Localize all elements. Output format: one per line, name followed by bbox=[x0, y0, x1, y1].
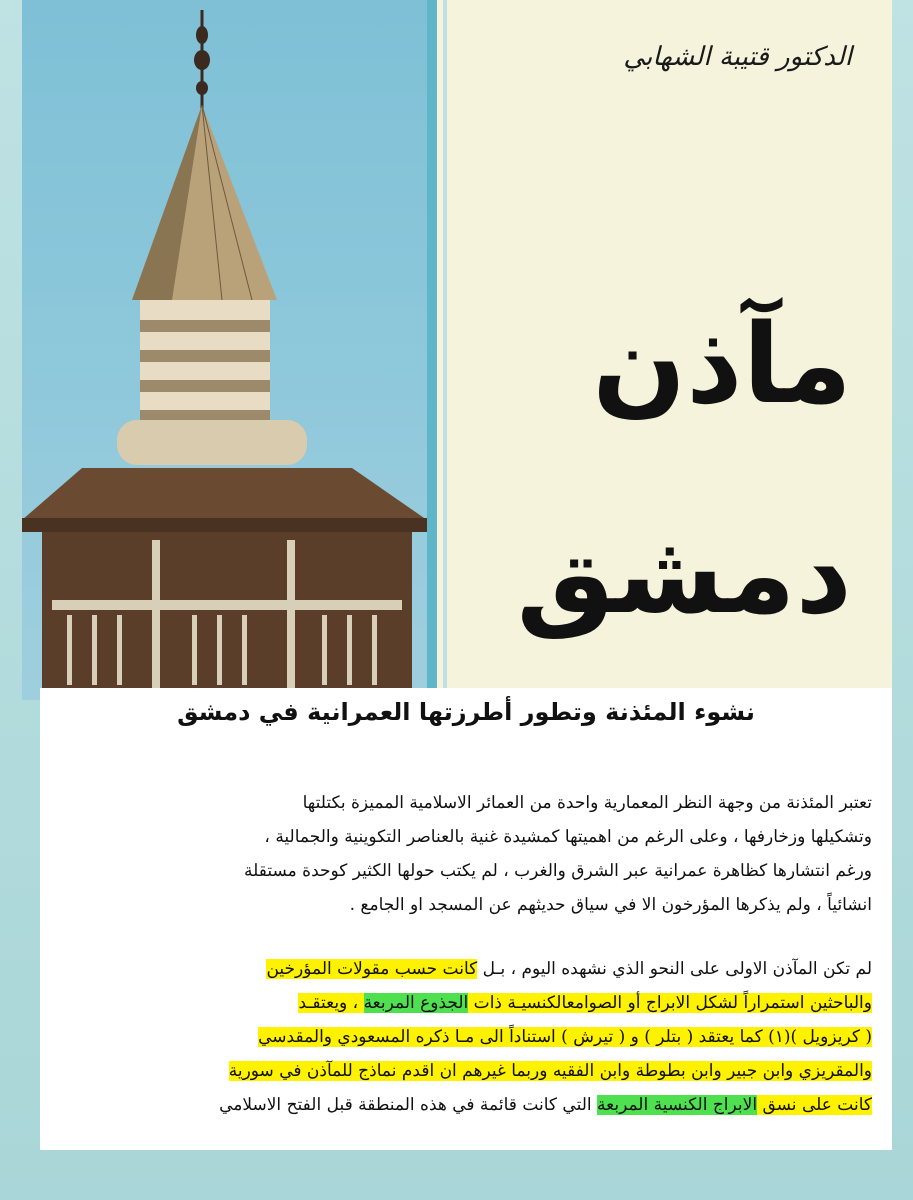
paragraph-line bbox=[60, 1088, 872, 1122]
highlight-yellow: كانت حسب مقولات المؤرخين bbox=[266, 959, 478, 979]
cover-author: الدكتور قتيبة الشهابي bbox=[623, 42, 852, 72]
cover-title-line-2: دمشق bbox=[516, 510, 852, 638]
paragraph-line bbox=[60, 1054, 872, 1088]
paragraph-2 bbox=[60, 952, 872, 1122]
minaret-illustration bbox=[22, 0, 427, 700]
paragraph-line: ورغم انتشارها كظاهرة عمرانية عبر الشرق والغرب ، لم يكتب حولها الكثير كوحدة مستقلة bbox=[244, 861, 872, 881]
cover-title-line-1: مآذن bbox=[592, 300, 852, 428]
paragraph-line bbox=[60, 1020, 872, 1054]
cover-title-panel bbox=[427, 0, 892, 700]
book-cover bbox=[22, 0, 892, 700]
paragraph-line: انشائياً ، ولم يذكرها المؤرخون الا في سياق حديثهم عن المسجد او الجامع . bbox=[349, 895, 872, 915]
highlight-yellow: والمقريزي وابن جبير وابن بطوطة وابن الفقيه وربما غيرهم ان اقدم نماذج للمآذن في سورية bbox=[228, 1061, 872, 1081]
highlight-green: الجذوع المربعة bbox=[363, 993, 469, 1013]
text-page bbox=[40, 688, 892, 1150]
paragraph-line bbox=[60, 986, 872, 1020]
highlight-yellow: كانت على نسق bbox=[757, 1095, 872, 1115]
highlight-yellow: ( كريزويل )(١) كما يعتقد ( بتلر ) و ( تيرش ) استناداً الى مـا ذكره المسعودي والمقدسي bbox=[258, 1027, 872, 1047]
paragraph-line: وتشكيلها وزخارفها ، وعلى الرغم من اهميتها كمشيدة غنية بالعناصر التكوينية والجمالية ، bbox=[264, 827, 872, 847]
cover-border-stripe bbox=[443, 0, 447, 700]
highlight-yellow: ، ويعتقـد bbox=[298, 993, 364, 1013]
highlight-green: الابراج الكنسية المربعة bbox=[597, 1095, 758, 1115]
highlight-yellow: والباحثين استمراراً لشكل الابراج أو الصوامعالكنسيـة ذات bbox=[468, 993, 872, 1013]
text-segment: التي كانت قائمة في هذه المنطقة قبل الفتح الاسلامي bbox=[219, 1095, 598, 1115]
paragraph-line bbox=[60, 952, 872, 986]
minaret-photo bbox=[22, 0, 427, 700]
paragraph-line: تعتبر المئذنة من وجهة النظر المعمارية واحدة من العمائر الاسلامية المميزة بكتلتها bbox=[302, 793, 872, 813]
section-heading: نشوء المئذنة وتطور أطرزتها العمرانية في دمشق bbox=[177, 698, 755, 726]
text-segment: لم تكن المآذن الاولى على النحو الذي نشهده اليوم ، بـل bbox=[477, 959, 872, 979]
paragraph-1 bbox=[60, 786, 872, 922]
